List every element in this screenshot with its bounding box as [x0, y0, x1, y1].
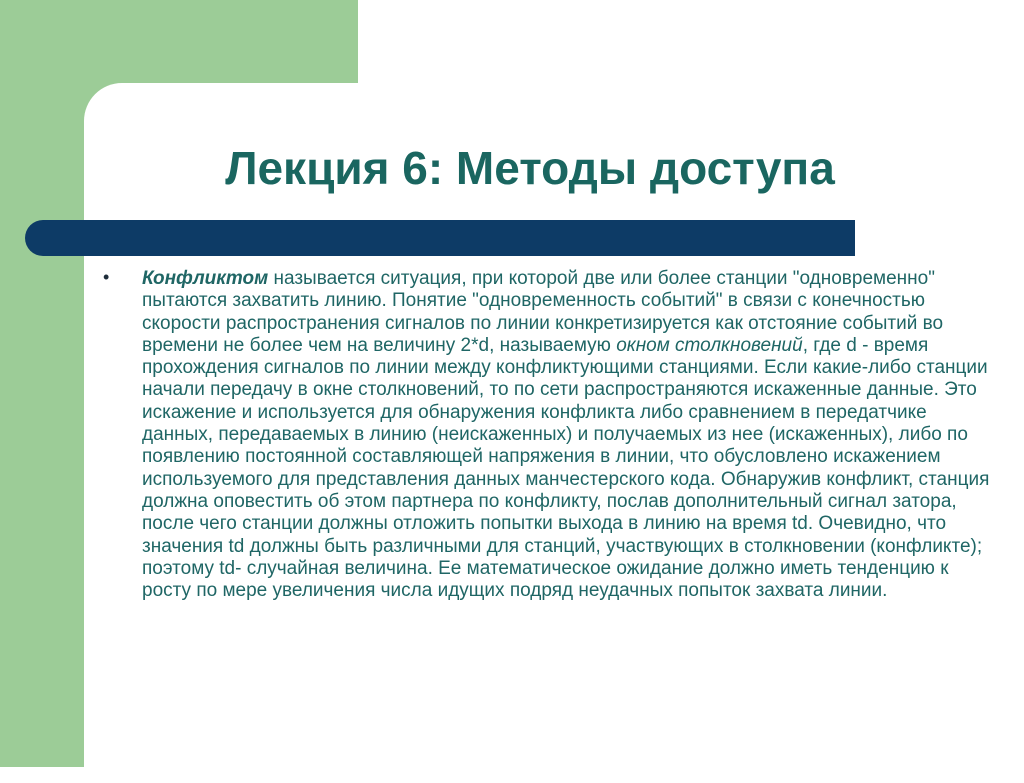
- bullet-icon: •: [103, 267, 110, 287]
- term-conflict: Конфликтом: [142, 268, 269, 289]
- body-part-2: , где d - время прохождения сигналов по линии между конфликтующими станциями. Если какие-либо станции начали передачу в окне столкновений, то по сети распространяются искаженные данные. Это искажение и используется для обнаружения конфликта либо сравнением в передатчике данных, передаваемых в линию (неискаженных) и получаемых из нее (искаженных), либо по появлению постоянной составляющей напряжения в линии, что обусловлено искажением используемого для представления данных манчестерского кода. Обнаружив конфликт, станция должна оповестить об этом партнера по конфликту, послав дополнительный сигнал затора, после чего станции должны отложить попытки выхода в линию на время td. Очевидно, что значения td должны быть различными для станций, участвующих в столкновении (конфликте); поэтому td- случайная величина. Ее математическое ожидание должно иметь тенденцию к росту по мере увеличения числа идущих подряд неудачных попыток захвата линии.: [142, 334, 990, 602]
- term-collision-window: окном столкновений: [616, 334, 803, 356]
- slide-title: Лекция 6: Методы доступа: [225, 142, 835, 194]
- body-part-1: называется ситуация, при которой две или более станции "одновременно" пытаются захватить линию. Понятие "одновременность событий" в связи с конечностью скорости распространения сигналов по линии конкретизируется как отстояние событий во времени не более чем на величину 2*d, называемую: [142, 268, 944, 356]
- body-paragraph: [142, 268, 1002, 602]
- title-underline-bar: [25, 220, 855, 256]
